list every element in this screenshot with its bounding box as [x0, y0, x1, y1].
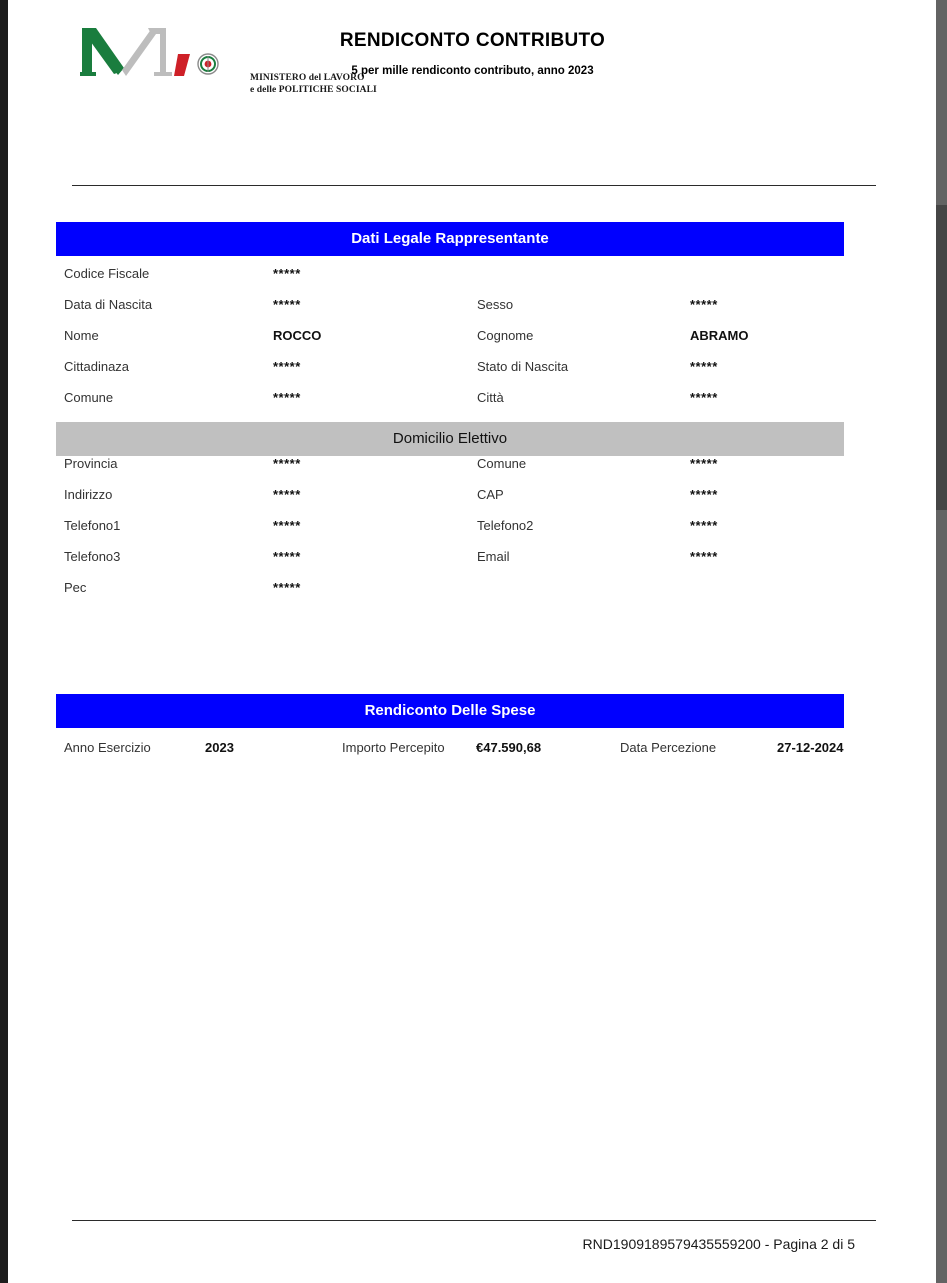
section-rows-domicilio-elettivo [8, 456, 937, 611]
table-row [8, 580, 937, 611]
field-value: ***** [690, 518, 718, 533]
section-banner-domicilio-elettivo: Domicilio Elettivo [56, 422, 844, 456]
field-value: ***** [690, 456, 718, 471]
table-row [8, 518, 937, 549]
field-value: ABRAMO [690, 328, 749, 343]
field-label: CAP [477, 487, 504, 502]
field-label: Sesso [477, 297, 514, 312]
table-row [8, 266, 937, 297]
ministry-name-line2: e delle POLITICHE SOCIALI [250, 84, 377, 95]
section-banner-rendiconto-delle-spese: Rendiconto Delle Spese [56, 694, 844, 728]
table-row [8, 359, 937, 390]
header-divider [72, 185, 876, 186]
page-title: RENDICONTO CONTRIBUTO [339, 30, 606, 51]
field-label: Nome [64, 328, 99, 343]
field-value: ***** [690, 390, 718, 405]
field-value: ***** [690, 359, 718, 374]
field-label: Comune [477, 456, 527, 471]
field-value: ***** [690, 297, 718, 312]
field-value: ***** [273, 456, 301, 471]
document-header [8, 0, 937, 110]
field-label-importo-percepito: Importo Percepito [342, 740, 445, 755]
field-label: Città [477, 390, 504, 405]
section-rows-rendiconto-delle-spese [8, 740, 937, 770]
page-subtitle: 5 per mille rendiconto contributo, anno 2023 [351, 65, 594, 77]
field-label-anno-esercizio: Anno Esercizio [64, 740, 151, 755]
field-label: Indirizzo [64, 487, 113, 502]
field-value-anno-esercizio: 2023 [205, 740, 234, 755]
table-row [8, 328, 937, 359]
field-value: ***** [273, 518, 301, 533]
field-label: Cognome [477, 328, 534, 343]
field-value: ***** [273, 549, 301, 564]
ministry-name-line1: MINISTERO del LAVORO [250, 73, 365, 83]
field-label: Cittadinaza [64, 359, 130, 374]
field-value: ***** [273, 390, 301, 405]
field-label-data-percezione: Data Percezione [620, 740, 717, 755]
field-label: Telefono3 [64, 549, 121, 564]
field-value: ROCCO [273, 328, 322, 343]
footer-divider [72, 1220, 876, 1221]
table-row [8, 487, 937, 518]
field-value: ***** [273, 359, 301, 374]
table-row [8, 456, 937, 487]
footer-reference: RND1909189579435559200 - Pagina 2 di 5 [582, 1236, 855, 1252]
ministry-logo [74, 18, 394, 95]
field-value: ***** [273, 487, 301, 502]
table-row [8, 549, 937, 580]
field-value-data-percezione: 27-12-2024 [777, 740, 844, 755]
field-value: ***** [273, 297, 301, 312]
field-label: Telefono2 [477, 518, 534, 533]
field-label: Stato di Nascita [477, 359, 569, 374]
field-label: Codice Fiscale [64, 266, 150, 281]
field-value: ***** [690, 549, 718, 564]
field-value: ***** [273, 266, 301, 281]
field-label: Email [477, 549, 510, 564]
field-value-importo-percepito: €47.590,68 [476, 740, 542, 755]
vertical-scrollbar[interactable] [936, 0, 947, 1283]
field-label: Provincia [64, 456, 118, 471]
field-value: ***** [273, 580, 301, 595]
viewer-left-edge [0, 0, 8, 1283]
field-label: Telefono1 [64, 518, 121, 533]
section-banner-dati-legale-rappresentante: Dati Legale Rappresentante [56, 222, 844, 256]
scrollbar-thumb[interactable] [936, 205, 947, 510]
table-row [8, 297, 937, 328]
section-rows-dati-legale-rappresentante [8, 266, 937, 421]
field-label: Comune [64, 390, 114, 405]
field-label: Pec [64, 580, 87, 595]
document-page [8, 0, 937, 1283]
table-row [8, 390, 937, 421]
field-value: ***** [690, 487, 718, 502]
field-label: Data di Nascita [64, 297, 153, 312]
